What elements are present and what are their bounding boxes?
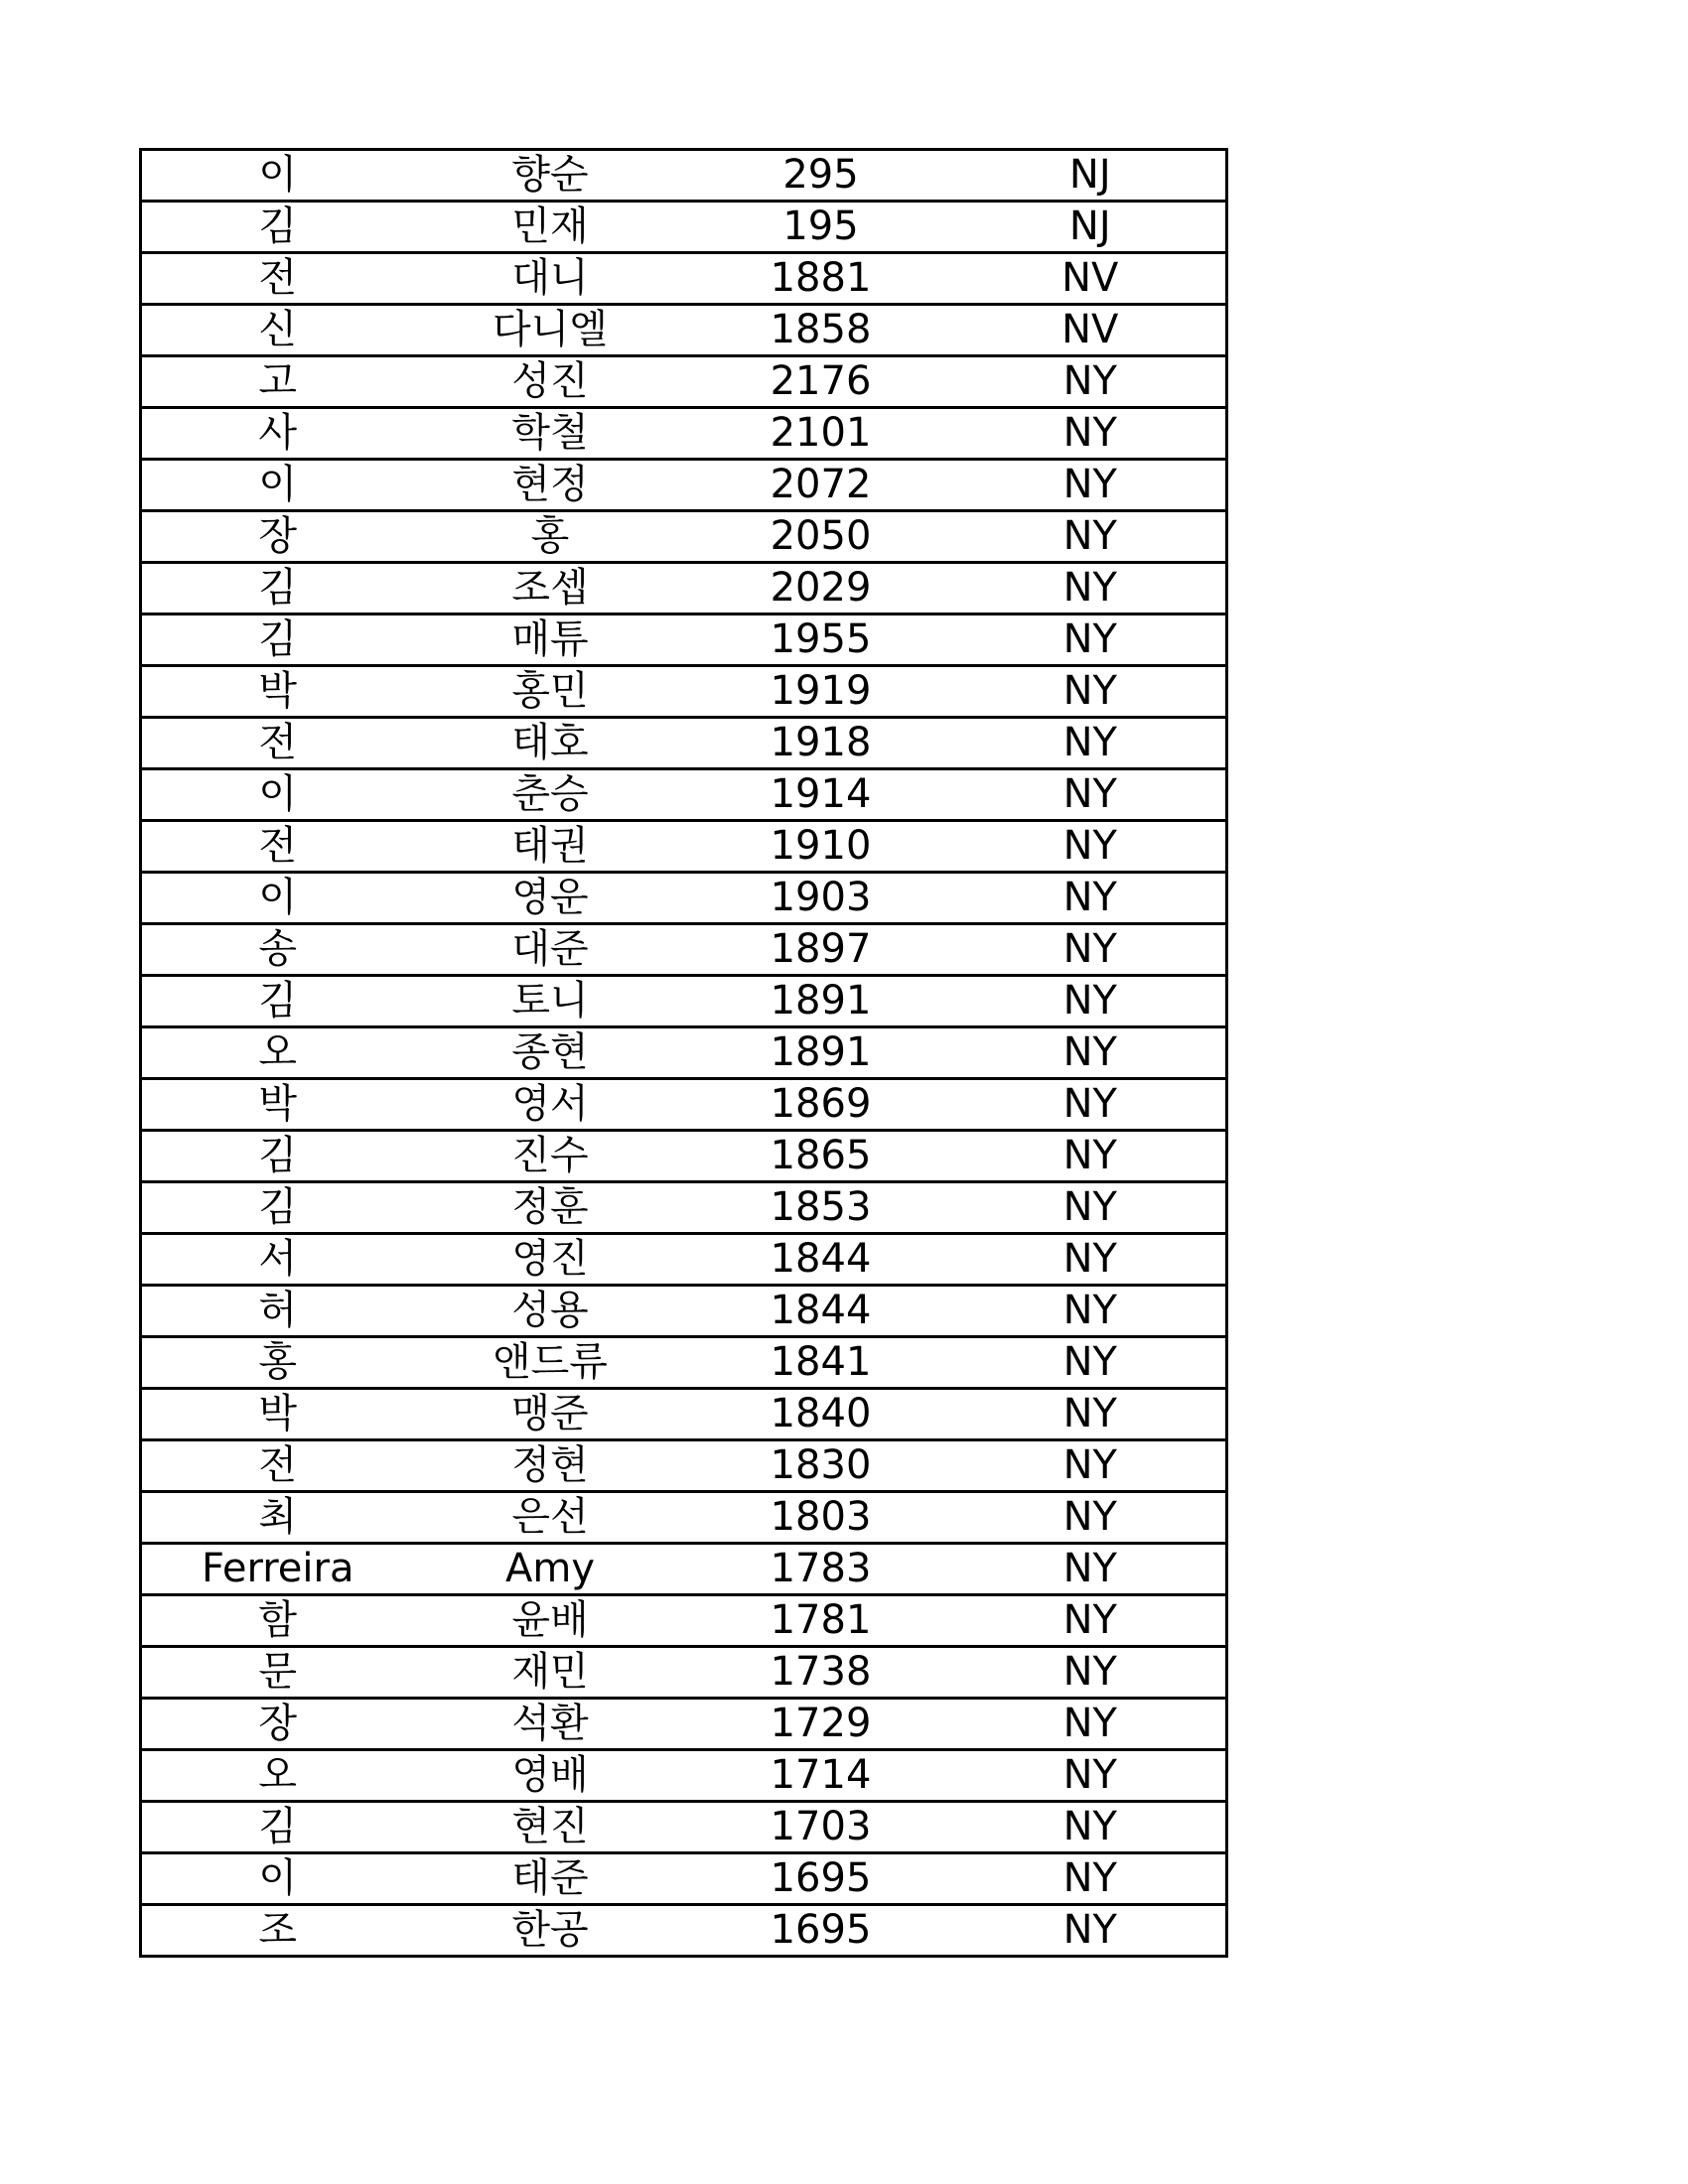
cell-first-name: 다니엘 bbox=[414, 305, 687, 356]
cell-number: 1858 bbox=[687, 305, 955, 356]
cell-state: NY bbox=[955, 1492, 1227, 1544]
cell-number: 1695 bbox=[687, 1853, 955, 1905]
cell-state: NY bbox=[955, 1440, 1227, 1492]
cell-last-name: 서 bbox=[141, 1234, 414, 1286]
cell-last-name: 신 bbox=[141, 305, 414, 356]
cell-state: NY bbox=[955, 924, 1227, 976]
cell-number: 1918 bbox=[687, 718, 955, 769]
cell-state: NY bbox=[955, 1750, 1227, 1802]
cell-state: NY bbox=[955, 1131, 1227, 1182]
cell-number: 1781 bbox=[687, 1595, 955, 1647]
cell-last-name: 이 bbox=[141, 1853, 414, 1905]
cell-state: NY bbox=[955, 1802, 1227, 1853]
cell-state: NY bbox=[955, 1389, 1227, 1440]
cell-state: NY bbox=[955, 1544, 1227, 1595]
cell-state: NY bbox=[955, 563, 1227, 614]
cell-number: 1695 bbox=[687, 1905, 955, 1957]
table-row bbox=[141, 1750, 1227, 1802]
cell-first-name: 진수 bbox=[414, 1131, 687, 1182]
cell-first-name: 학철 bbox=[414, 408, 687, 460]
table-row bbox=[141, 1079, 1227, 1131]
cell-last-name: 박 bbox=[141, 666, 414, 718]
cell-last-name: 김 bbox=[141, 1131, 414, 1182]
cell-first-name: Amy bbox=[414, 1544, 687, 1595]
cell-state: NY bbox=[955, 1595, 1227, 1647]
table-row bbox=[141, 1131, 1227, 1182]
table-row bbox=[141, 150, 1227, 202]
cell-first-name: 한공 bbox=[414, 1905, 687, 1957]
cell-state: NY bbox=[955, 718, 1227, 769]
cell-number: 1703 bbox=[687, 1802, 955, 1853]
cell-number: 295 bbox=[687, 150, 955, 202]
cell-state: NY bbox=[955, 356, 1227, 408]
roster-table-body bbox=[141, 150, 1227, 1957]
table-row bbox=[141, 1492, 1227, 1544]
cell-state: NY bbox=[955, 821, 1227, 873]
cell-last-name: 이 bbox=[141, 769, 414, 821]
cell-last-name: 홍 bbox=[141, 1337, 414, 1389]
cell-number: 1891 bbox=[687, 976, 955, 1027]
cell-last-name: 장 bbox=[141, 1699, 414, 1750]
cell-number: 1714 bbox=[687, 1750, 955, 1802]
table-row bbox=[141, 1337, 1227, 1389]
table-row bbox=[141, 1802, 1227, 1853]
cell-number: 1869 bbox=[687, 1079, 955, 1131]
cell-state: NY bbox=[955, 1647, 1227, 1699]
cell-last-name: Ferreira bbox=[141, 1544, 414, 1595]
cell-state: NY bbox=[955, 1853, 1227, 1905]
cell-first-name: 민재 bbox=[414, 202, 687, 253]
cell-state: NY bbox=[955, 1286, 1227, 1337]
cell-first-name: 영운 bbox=[414, 873, 687, 924]
cell-first-name: 재민 bbox=[414, 1647, 687, 1699]
cell-last-name: 송 bbox=[141, 924, 414, 976]
cell-last-name: 전 bbox=[141, 1440, 414, 1492]
cell-first-name: 토니 bbox=[414, 976, 687, 1027]
cell-number: 1914 bbox=[687, 769, 955, 821]
roster-table bbox=[139, 148, 1228, 1958]
cell-number: 1865 bbox=[687, 1131, 955, 1182]
cell-first-name: 향순 bbox=[414, 150, 687, 202]
cell-last-name: 함 bbox=[141, 1595, 414, 1647]
cell-state: NY bbox=[955, 769, 1227, 821]
cell-number: 1841 bbox=[687, 1337, 955, 1389]
cell-last-name: 김 bbox=[141, 563, 414, 614]
cell-last-name: 김 bbox=[141, 1802, 414, 1853]
cell-number: 1853 bbox=[687, 1182, 955, 1234]
cell-first-name: 매튜 bbox=[414, 614, 687, 666]
cell-state: NJ bbox=[955, 150, 1227, 202]
cell-first-name: 은선 bbox=[414, 1492, 687, 1544]
table-row bbox=[141, 976, 1227, 1027]
cell-first-name: 성진 bbox=[414, 356, 687, 408]
cell-number: 1910 bbox=[687, 821, 955, 873]
cell-last-name: 전 bbox=[141, 718, 414, 769]
cell-last-name: 김 bbox=[141, 614, 414, 666]
table-row bbox=[141, 821, 1227, 873]
table-row bbox=[141, 1182, 1227, 1234]
cell-number: 2050 bbox=[687, 511, 955, 563]
cell-state: NY bbox=[955, 1337, 1227, 1389]
cell-last-name: 이 bbox=[141, 873, 414, 924]
cell-number: 2176 bbox=[687, 356, 955, 408]
cell-first-name: 춘승 bbox=[414, 769, 687, 821]
cell-state: NY bbox=[955, 614, 1227, 666]
cell-first-name: 대니 bbox=[414, 253, 687, 305]
cell-first-name: 태준 bbox=[414, 1853, 687, 1905]
cell-state: NY bbox=[955, 1182, 1227, 1234]
cell-number: 1897 bbox=[687, 924, 955, 976]
table-row bbox=[141, 924, 1227, 976]
cell-state: NV bbox=[955, 253, 1227, 305]
table-row bbox=[141, 1440, 1227, 1492]
table-row bbox=[141, 202, 1227, 253]
cell-first-name: 태호 bbox=[414, 718, 687, 769]
cell-number: 1830 bbox=[687, 1440, 955, 1492]
table-row bbox=[141, 769, 1227, 821]
cell-first-name: 현정 bbox=[414, 460, 687, 511]
cell-last-name: 박 bbox=[141, 1079, 414, 1131]
table-row bbox=[141, 1544, 1227, 1595]
cell-last-name: 장 bbox=[141, 511, 414, 563]
table-row bbox=[141, 1286, 1227, 1337]
table-row bbox=[141, 873, 1227, 924]
cell-last-name: 최 bbox=[141, 1492, 414, 1544]
cell-state: NY bbox=[955, 1027, 1227, 1079]
table-row bbox=[141, 1853, 1227, 1905]
cell-number: 1803 bbox=[687, 1492, 955, 1544]
cell-state: NY bbox=[955, 1079, 1227, 1131]
cell-first-name: 영배 bbox=[414, 1750, 687, 1802]
cell-last-name: 허 bbox=[141, 1286, 414, 1337]
table-row bbox=[141, 305, 1227, 356]
cell-first-name: 성용 bbox=[414, 1286, 687, 1337]
cell-number: 2029 bbox=[687, 563, 955, 614]
cell-state: NY bbox=[955, 1234, 1227, 1286]
table-row bbox=[141, 408, 1227, 460]
cell-last-name: 사 bbox=[141, 408, 414, 460]
cell-first-name: 맹준 bbox=[414, 1389, 687, 1440]
cell-last-name: 조 bbox=[141, 1905, 414, 1957]
cell-state: NY bbox=[955, 976, 1227, 1027]
table-row bbox=[141, 1234, 1227, 1286]
cell-state: NV bbox=[955, 305, 1227, 356]
table-row bbox=[141, 1595, 1227, 1647]
table-row bbox=[141, 460, 1227, 511]
cell-first-name: 정현 bbox=[414, 1440, 687, 1492]
cell-state: NY bbox=[955, 1905, 1227, 1957]
cell-state: NY bbox=[955, 460, 1227, 511]
table-row bbox=[141, 511, 1227, 563]
cell-last-name: 이 bbox=[141, 460, 414, 511]
cell-number: 1738 bbox=[687, 1647, 955, 1699]
cell-last-name: 고 bbox=[141, 356, 414, 408]
cell-state: NY bbox=[955, 666, 1227, 718]
table-row bbox=[141, 563, 1227, 614]
cell-first-name: 홍민 bbox=[414, 666, 687, 718]
cell-last-name: 오 bbox=[141, 1027, 414, 1079]
cell-state: NY bbox=[955, 873, 1227, 924]
table-row bbox=[141, 1027, 1227, 1079]
cell-number: 1729 bbox=[687, 1699, 955, 1750]
cell-first-name: 영서 bbox=[414, 1079, 687, 1131]
cell-last-name: 김 bbox=[141, 1182, 414, 1234]
cell-last-name: 전 bbox=[141, 253, 414, 305]
cell-first-name: 석환 bbox=[414, 1699, 687, 1750]
cell-first-name: 영진 bbox=[414, 1234, 687, 1286]
cell-number: 1891 bbox=[687, 1027, 955, 1079]
cell-last-name: 박 bbox=[141, 1389, 414, 1440]
table-row bbox=[141, 356, 1227, 408]
cell-state: NJ bbox=[955, 202, 1227, 253]
cell-number: 2101 bbox=[687, 408, 955, 460]
cell-number: 2072 bbox=[687, 460, 955, 511]
cell-state: NY bbox=[955, 408, 1227, 460]
cell-last-name: 김 bbox=[141, 202, 414, 253]
table-row bbox=[141, 1699, 1227, 1750]
cell-first-name: 정훈 bbox=[414, 1182, 687, 1234]
cell-first-name: 태권 bbox=[414, 821, 687, 873]
table-row bbox=[141, 253, 1227, 305]
table-row bbox=[141, 666, 1227, 718]
cell-first-name: 윤배 bbox=[414, 1595, 687, 1647]
cell-last-name: 오 bbox=[141, 1750, 414, 1802]
cell-state: NY bbox=[955, 1699, 1227, 1750]
table-row bbox=[141, 1905, 1227, 1957]
table-row bbox=[141, 614, 1227, 666]
table-row bbox=[141, 1389, 1227, 1440]
cell-number: 1840 bbox=[687, 1389, 955, 1440]
cell-last-name: 전 bbox=[141, 821, 414, 873]
cell-first-name: 조셉 bbox=[414, 563, 687, 614]
cell-last-name: 김 bbox=[141, 976, 414, 1027]
cell-state: NY bbox=[955, 511, 1227, 563]
cell-number: 1783 bbox=[687, 1544, 955, 1595]
cell-first-name: 대준 bbox=[414, 924, 687, 976]
table-row bbox=[141, 1647, 1227, 1699]
cell-number: 1844 bbox=[687, 1234, 955, 1286]
table-row bbox=[141, 718, 1227, 769]
cell-number: 1881 bbox=[687, 253, 955, 305]
cell-number: 1955 bbox=[687, 614, 955, 666]
cell-first-name: 종현 bbox=[414, 1027, 687, 1079]
cell-number: 195 bbox=[687, 202, 955, 253]
cell-number: 1903 bbox=[687, 873, 955, 924]
cell-first-name: 현진 bbox=[414, 1802, 687, 1853]
cell-first-name: 홍 bbox=[414, 511, 687, 563]
cell-last-name: 이 bbox=[141, 150, 414, 202]
cell-first-name: 앤드류 bbox=[414, 1337, 687, 1389]
cell-last-name: 문 bbox=[141, 1647, 414, 1699]
cell-number: 1844 bbox=[687, 1286, 955, 1337]
cell-number: 1919 bbox=[687, 666, 955, 718]
